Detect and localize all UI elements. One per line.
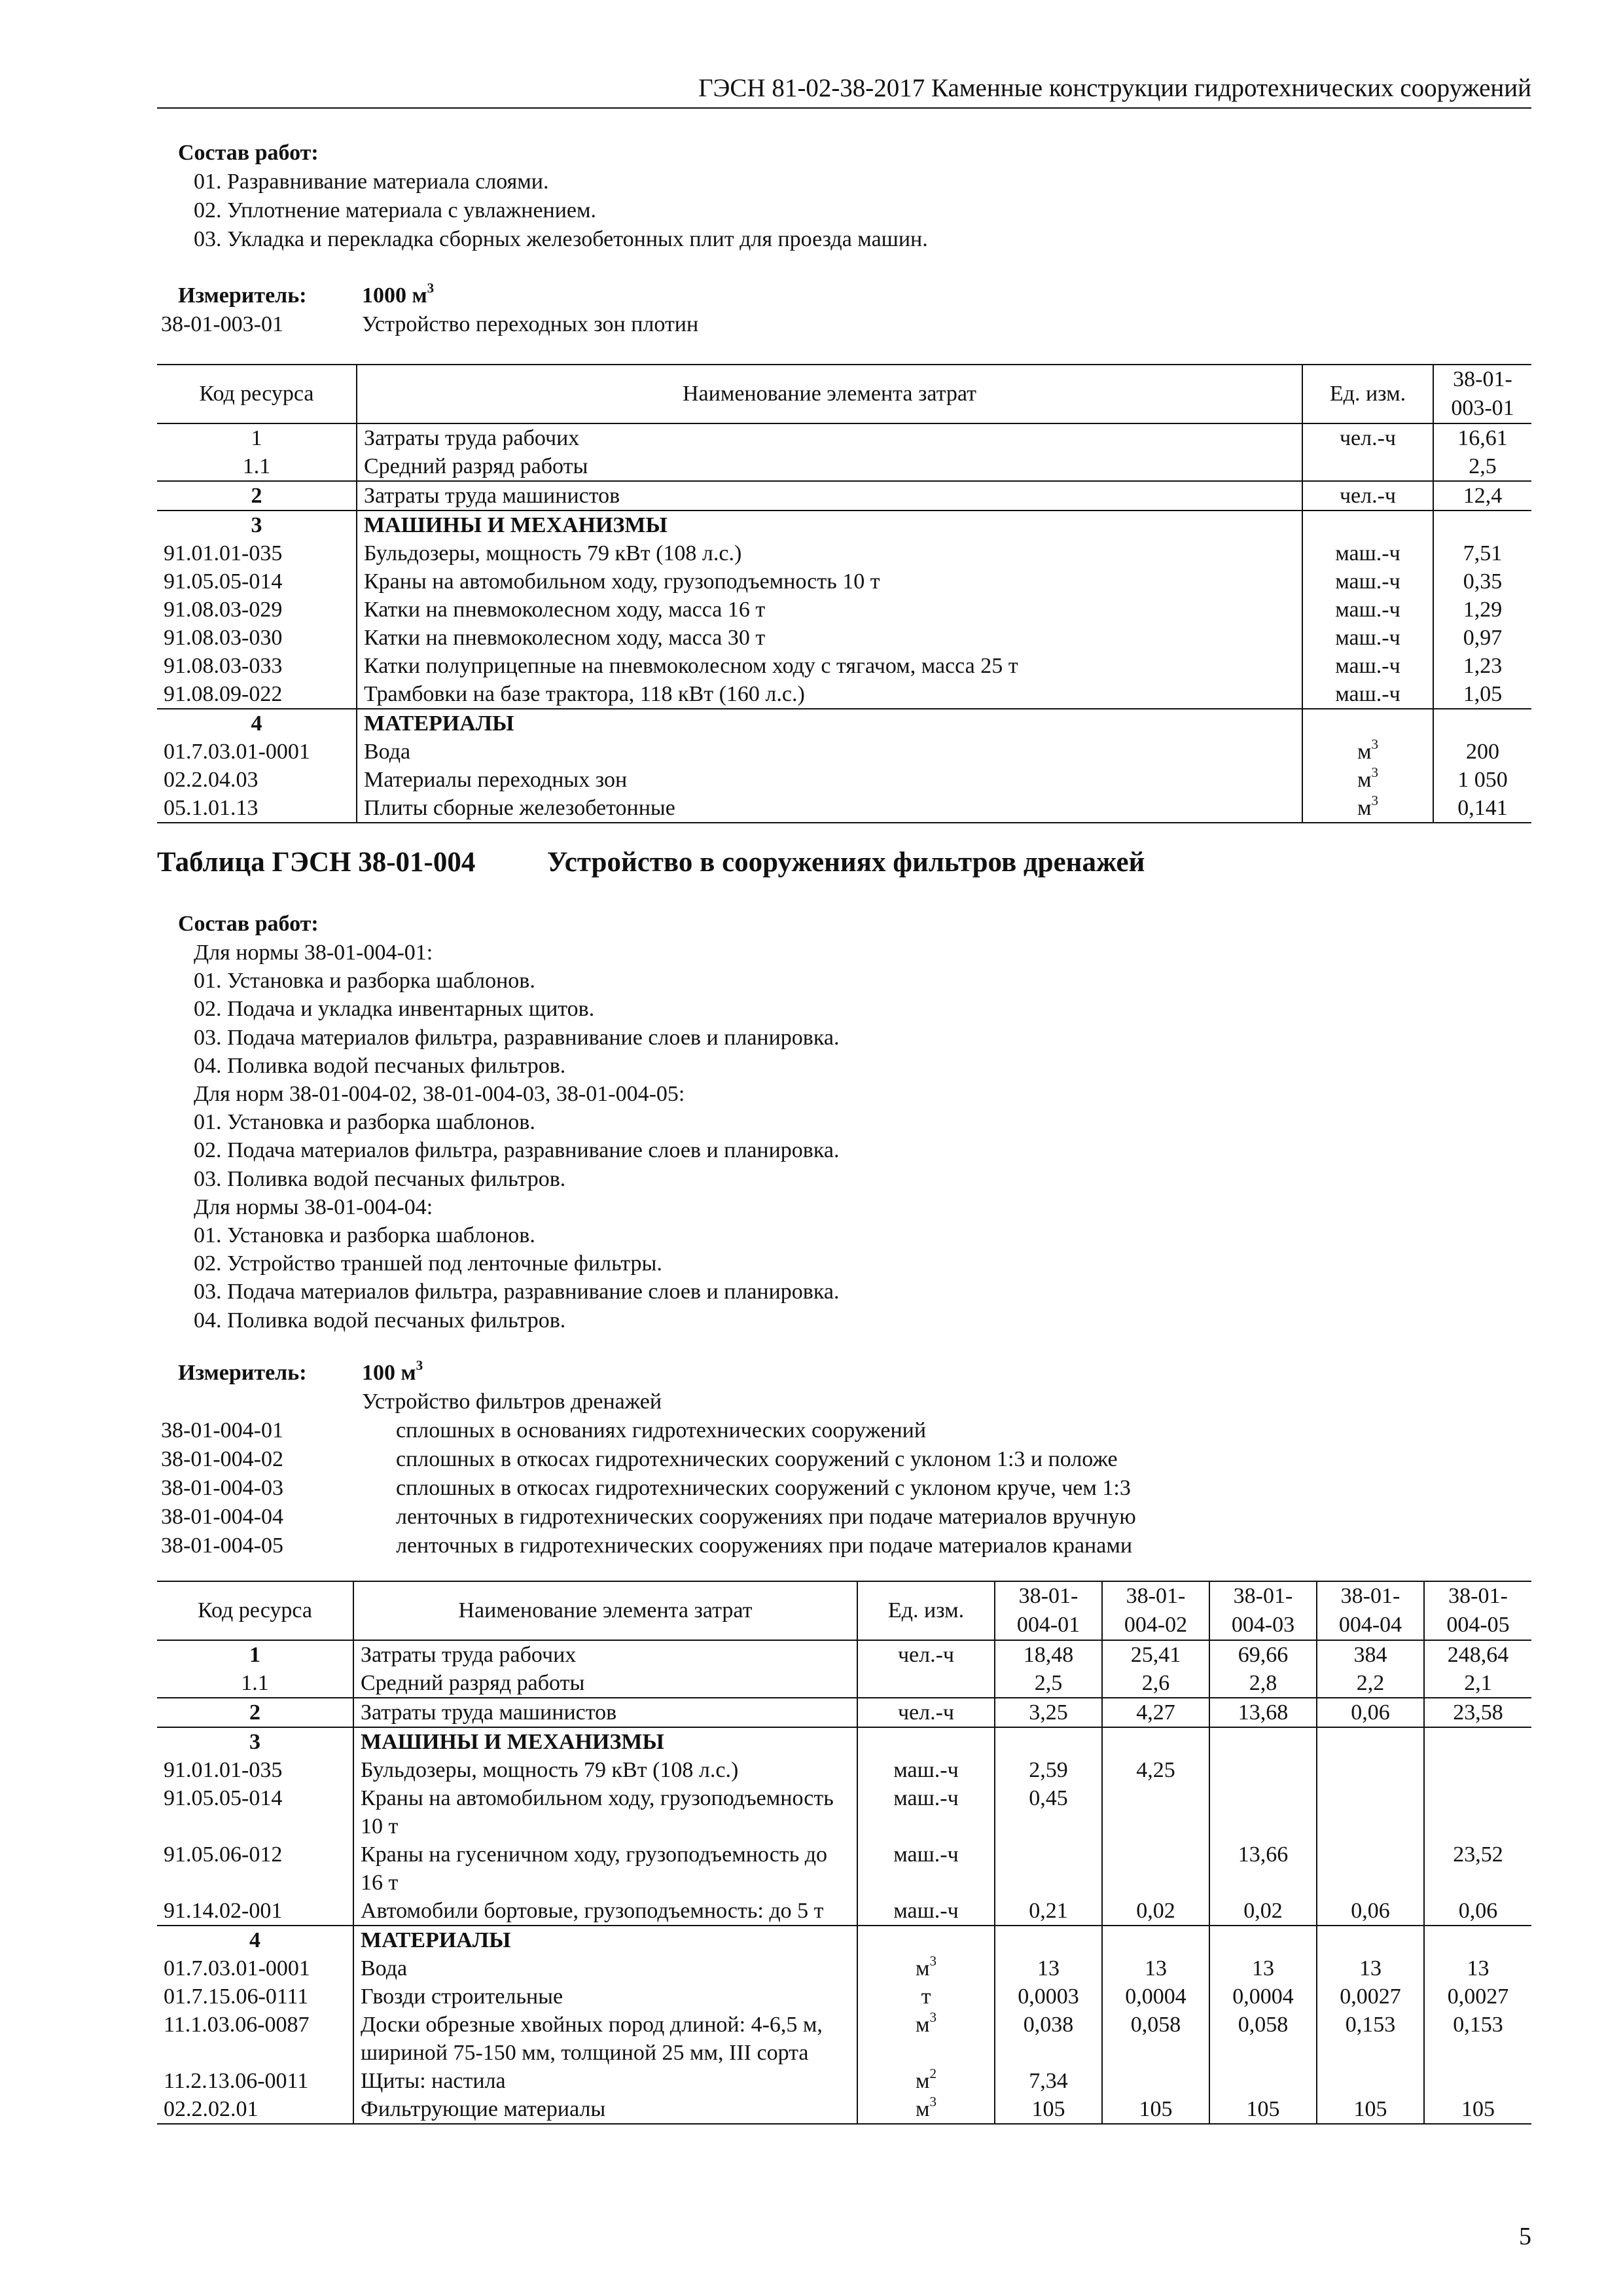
work-item: 01. Установка и разборка шаблонов.	[194, 1223, 535, 1248]
table-row: 91.08.03-030 Катки на пневмоколесном ходу, масса 30 т маш.-ч 0,97	[157, 624, 1531, 652]
table-row: 91.05.05-014 Краны на автомобильном ходу, грузоподъемность 10 т маш.-ч 0,45	[157, 1784, 1531, 1840]
table-row: 2 Затраты труда машинистов чел.-ч 12,4	[157, 481, 1531, 511]
work-item: 01. Установка и разборка шаблонов.	[194, 1110, 535, 1135]
norm-name: ленточных в гидротехнических сооружениях при подаче материалов вручную	[396, 1505, 1136, 1529]
measure-value: 1000 $м^3$	[362, 279, 435, 308]
work-item: 03. Поливка водой песчаных фильтров.	[194, 1166, 566, 1191]
column-header-code: Код ресурса	[157, 1581, 353, 1640]
norm-code: 38-01-004-05	[161, 1534, 283, 1558]
work-composition-label: Состав работ:	[178, 141, 319, 165]
table-row: 91.08.09-022 Трамбовки на базе трактора, 118 кВт (160 л.с.) маш.-ч 1,05	[157, 680, 1531, 709]
column-header-name: Наименование элемента затрат	[357, 365, 1302, 423]
column-header-norm: 38-01- 004-04	[1317, 1581, 1424, 1640]
work-item: 02. Устройство траншей под ленточные фильтры.	[194, 1251, 662, 1276]
table-row: 91.14.02-001 Автомобили бортовые, грузоподъемность: до 5 т маш.-ч 0,21 0,02 0,02 0,06 0,06	[157, 1897, 1531, 1926]
table-group-row: 3 МАШИНЫ И МЕХАНИЗМЫ	[157, 511, 1531, 539]
measure-value: 100 $м^3$	[362, 1357, 423, 1385]
work-item: 02. Подача материалов фильтра, разравнивание слоев и планировка.	[194, 1138, 840, 1163]
table-row: 91.01.01-035 Бульдозеры, мощность 79 кВт (108 л.с.) маш.-ч 2,59 4,25	[157, 1756, 1531, 1784]
page-number: 5	[1519, 2223, 1531, 2250]
norm-code: 38-01-004-04	[161, 1505, 283, 1529]
column-header-norm: 38-01- 004-03	[1209, 1581, 1317, 1640]
work-subheading: Для норм 38-01-004-02, 38-01-004-03, 38-01-004-05:	[194, 1082, 685, 1107]
table-title: Устройство в сооружениях фильтров дренажей	[546, 847, 1145, 878]
work-composition-1	[178, 139, 928, 254]
work-item: 03. Подача материалов фильтра, разравнивание слоев и планировка.	[194, 1025, 840, 1050]
norm-code: 38-01-003-01	[161, 312, 283, 336]
norm-code: 38-01-004-02	[161, 1447, 283, 1471]
work-item: 02. Подача и укладка инвентарных щитов.	[194, 997, 595, 1022]
column-header-norm: 38-01- 004-02	[1102, 1581, 1209, 1640]
work-item: 03. Укладка и перекладка сборных железобетонных плит для проезда машин.	[194, 227, 928, 251]
norm-group-title: Устройство фильтров дренажей	[362, 1390, 662, 1414]
work-item: 01. Установка и разборка шаблонов.	[194, 969, 535, 994]
column-header-name: Наименование элемента затрат	[353, 1581, 857, 1640]
measure-label: Измеритель:	[178, 283, 307, 308]
table-row: 11.2.13.06-0011 Щиты: настила $м^2$ 7,34	[157, 2067, 1531, 2095]
table-row: 1.1 Средний разряд работы 2,5	[157, 452, 1531, 481]
table-row: 91.05.05-014 Краны на автомобильном ходу, грузоподъемность 10 т маш.-ч 0,35	[157, 567, 1531, 596]
norm-code: 38-01-004-03	[161, 1476, 283, 1500]
measure-block-2	[0, 1359, 1623, 1562]
table-header-row	[157, 1581, 1531, 1640]
table-header-row	[157, 365, 1531, 423]
norm-name: сплошных в откосах гидротехнических сооружений с уклоном 1:3 и положе	[396, 1447, 1118, 1471]
work-item: 03. Подача материалов фильтра, разравнивание слоев и планировка.	[194, 1280, 840, 1304]
resource-table-1	[157, 364, 1531, 823]
column-header-norm: 38-01- 004-01	[995, 1581, 1102, 1640]
table-row: 1 Затраты труда рабочих чел.-ч 16,61	[157, 423, 1531, 452]
column-header-norm: 38-01- 003-01	[1433, 365, 1531, 423]
table-label: Таблица ГЭСН 38-01-004	[157, 847, 476, 878]
table-group-row: 3 МАШИНЫ И МЕХАНИЗМЫ	[157, 1727, 1531, 1756]
column-header-code: Код ресурса	[157, 365, 357, 423]
measure-block-1	[0, 281, 1623, 340]
table-row: 1.1 Средний разряд работы 2,5 2,6 2,8 2,2 2,1	[157, 1669, 1531, 1698]
work-item: 04. Поливка водой песчаных фильтров.	[194, 1053, 566, 1078]
table-group-row: 4 МАТЕРИАЛЫ	[157, 1926, 1531, 1954]
table-row: 91.01.01-035 Бульдозеры, мощность 79 кВт (108 л.с.) маш.-ч 7,51	[157, 539, 1531, 567]
work-item: 02. Уплотнение материала с увлажнением.	[194, 198, 597, 223]
norm-code: 38-01-004-01	[161, 1418, 283, 1443]
norm-name: сплошных в основаниях гидротехнических сооружений	[396, 1418, 927, 1443]
table-title-row	[157, 846, 1145, 878]
document-header-title: ГЭСН 81-02-38-2017 Каменные конструкции гидротехнических сооружений	[698, 74, 1531, 102]
table-row: 1 Затраты труда рабочих чел.-ч 18,48 25,41 69,66 384 248,64	[157, 1640, 1531, 1669]
table-row: 11.1.03.06-0087 Доски обрезные хвойных пород длиной: 4-6,5 м, шириной 75-150 мм, толщиной 25 мм, III сорта $м^3$ 0,038 0,058 0,058 0,153 0,153	[157, 2011, 1531, 2067]
column-header-norm: 38-01- 004-05	[1424, 1581, 1531, 1640]
table-row: 05.1.01.13 Плиты сборные железобетонные $м^3$ 0,141	[157, 794, 1531, 823]
work-item: 04. Поливка водой песчаных фильтров.	[194, 1308, 566, 1333]
table-row: 01.7.03.01-0001 Вода $м^3$ 200	[157, 738, 1531, 766]
table-row: 02.2.04.03 Материалы переходных зон $м^3$ 1 050	[157, 766, 1531, 794]
table-row: 2 Затраты труда машинистов чел.-ч 3,25 4,27 13,68 0,06 23,58	[157, 1698, 1531, 1727]
table-row: 01.7.03.01-0001 Вода $м^3$ 13 13 13 13 13	[157, 1954, 1531, 1982]
table-row: 91.05.06-012 Краны на гусеничном ходу, грузоподъемность до 16 т маш.-ч 13,66 23,52	[157, 1840, 1531, 1897]
work-composition-2	[178, 910, 839, 1335]
resource-table-2	[157, 1581, 1531, 2125]
table-group-row: 4 МАТЕРИАЛЫ	[157, 709, 1531, 738]
column-header-unit: Ед. изм.	[857, 1581, 995, 1640]
table-row: 01.7.15.06-0111 Гвозди строительные т 0,0003 0,0004 0,0004 0,0027 0,0027	[157, 1982, 1531, 2011]
work-subheading: Для нормы 38-01-004-04:	[194, 1194, 433, 1219]
norm-name: Устройство переходных зон плотин	[362, 312, 699, 336]
table-row: 91.08.03-029 Катки на пневмоколесном ходу, масса 16 т маш.-ч 1,29	[157, 596, 1531, 624]
table-row: 02.2.02.01 Фильтрующие материалы $м^3$ 105 105 105 105 105	[157, 2095, 1531, 2124]
norm-name: сплошных в откосах гидротехнических сооружений с уклоном круче, чем 1:3	[396, 1476, 1131, 1500]
table-row: 91.08.03-033 Катки полуприцепные на пневмоколесном ходу с тягачом, масса 25 т маш.-ч 1,23	[157, 652, 1531, 680]
header-rule	[157, 107, 1531, 109]
measure-label: Измеритель:	[178, 1361, 307, 1385]
norm-name: ленточных в гидротехнических сооружениях при подаче материалов кранами	[396, 1534, 1133, 1558]
work-composition-label: Состав работ:	[178, 912, 319, 936]
work-item: 01. Разравнивание материала слоями.	[194, 170, 549, 194]
column-header-unit: Ед. изм.	[1302, 365, 1433, 423]
work-subheading: Для нормы 38-01-004-01:	[194, 941, 433, 965]
